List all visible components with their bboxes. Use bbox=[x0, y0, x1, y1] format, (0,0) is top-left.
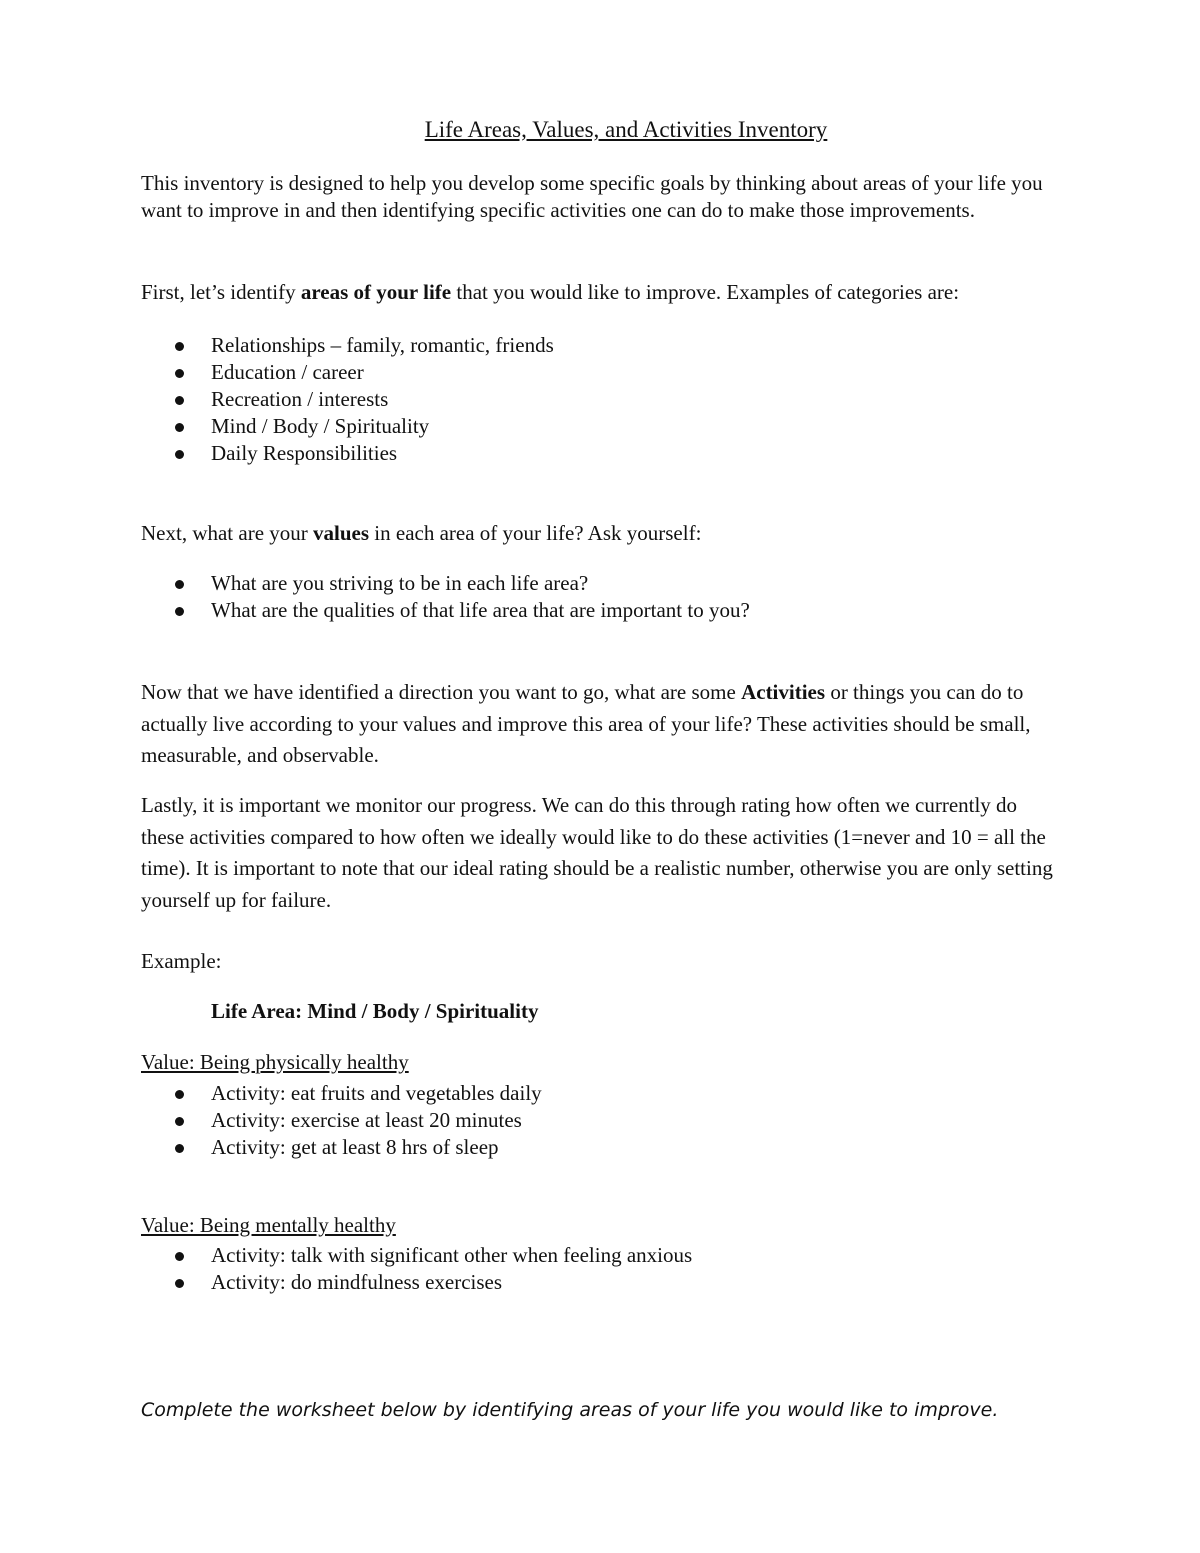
example-value-label: Value: Being physically healthy bbox=[141, 1050, 409, 1074]
areas-prompt-text-end: that you would like to improve. Examples of categories are: bbox=[451, 280, 960, 304]
list-item-text: Relationships – family, romantic, friends bbox=[211, 333, 554, 357]
list-item bbox=[141, 597, 1061, 624]
bullet-icon bbox=[175, 450, 184, 459]
list-item-text: Education / career bbox=[211, 360, 364, 384]
bullet-icon bbox=[175, 1144, 184, 1153]
list-item bbox=[141, 1242, 1061, 1269]
activities-paragraph-text-end: or things you can do to actually live according to your values and improve this area of your life? These activities should be small, measurable, and observable. bbox=[141, 680, 1031, 767]
values-questions-list bbox=[141, 570, 1061, 624]
list-item-text: Mind / Body / Spirituality bbox=[211, 414, 430, 438]
list-item bbox=[141, 1134, 1061, 1161]
example-activities-list bbox=[141, 1242, 1061, 1296]
list-item bbox=[141, 1269, 1061, 1296]
closing-instruction: Complete the worksheet below by identifying areas of your life you would like to improve. bbox=[141, 1399, 999, 1421]
bullet-icon bbox=[175, 342, 184, 351]
list-item-text: Activity: talk with significant other when feeling anxious bbox=[211, 1243, 693, 1267]
bullet-icon bbox=[175, 1090, 184, 1099]
list-item bbox=[141, 359, 1061, 386]
list-item bbox=[141, 332, 1061, 359]
areas-prompt-text: First, let’s identify bbox=[141, 280, 301, 304]
activities-paragraph-bold: Activities bbox=[741, 680, 826, 704]
bullet-icon bbox=[175, 396, 184, 405]
list-item bbox=[141, 1080, 1061, 1107]
areas-prompt-bold: areas of your life bbox=[300, 280, 452, 304]
bullet-icon bbox=[175, 1117, 184, 1126]
areas-prompt bbox=[141, 279, 1061, 306]
monitor-paragraph: Lastly, it is important we monitor our progress. We can do this through rating how often we currently do these activities compared to how often we ideally would like to do these activities (1=never and 10 = all the time). It is important to note that our ideal rating should be a realistic number, otherwise you are only setting yourself up for failure. bbox=[141, 793, 1053, 912]
intro-paragraph: This inventory is designed to help you develop some specific goals by thinking about areas of your life you want to improve in and then identifying specific activities one can do to make those improvements. bbox=[141, 171, 1043, 222]
list-item-text: Activity: do mindfulness exercises bbox=[211, 1270, 503, 1294]
list-item bbox=[141, 570, 1061, 597]
list-item-text: Activity: eat fruits and vegetables daily bbox=[211, 1081, 542, 1105]
example-value-label: Value: Being mentally healthy bbox=[141, 1213, 396, 1237]
example-activities-list bbox=[141, 1080, 1061, 1161]
bullet-icon bbox=[175, 1252, 184, 1261]
list-item bbox=[141, 386, 1061, 413]
list-item bbox=[141, 413, 1061, 440]
list-item-text: Activity: get at least 8 hrs of sleep bbox=[211, 1135, 499, 1159]
list-item bbox=[141, 1107, 1061, 1134]
areas-list bbox=[141, 332, 1061, 467]
list-item-text: Activity: exercise at least 20 minutes bbox=[211, 1108, 522, 1132]
bullet-icon bbox=[175, 423, 184, 432]
list-item-text: Recreation / interests bbox=[211, 387, 389, 411]
bullet-icon bbox=[175, 580, 184, 589]
list-item-text: What are you striving to be in each life area? bbox=[211, 571, 589, 595]
activities-paragraph-text: Now that we have identified a direction you want to go, what are some bbox=[141, 680, 742, 704]
example-life-area: Life Area: Mind / Body / Spirituality bbox=[211, 999, 539, 1023]
values-prompt bbox=[141, 520, 1061, 547]
list-item-text: What are the qualities of that life area that are important to you? bbox=[211, 598, 750, 622]
bullet-icon bbox=[175, 607, 184, 616]
document-title: Life Areas, Values, and Activities Inventory bbox=[424, 117, 828, 142]
values-prompt-text: Next, what are your bbox=[141, 521, 314, 545]
example-label: Example: bbox=[141, 949, 222, 973]
bullet-icon bbox=[175, 369, 184, 378]
activities-paragraph bbox=[141, 677, 1061, 772]
values-prompt-text-end: in each area of your life? Ask yourself: bbox=[369, 521, 702, 545]
list-item-text: Daily Responsibilities bbox=[211, 441, 398, 465]
list-item bbox=[141, 440, 1061, 467]
values-prompt-bold: values bbox=[313, 521, 370, 545]
bullet-icon bbox=[175, 1279, 184, 1288]
